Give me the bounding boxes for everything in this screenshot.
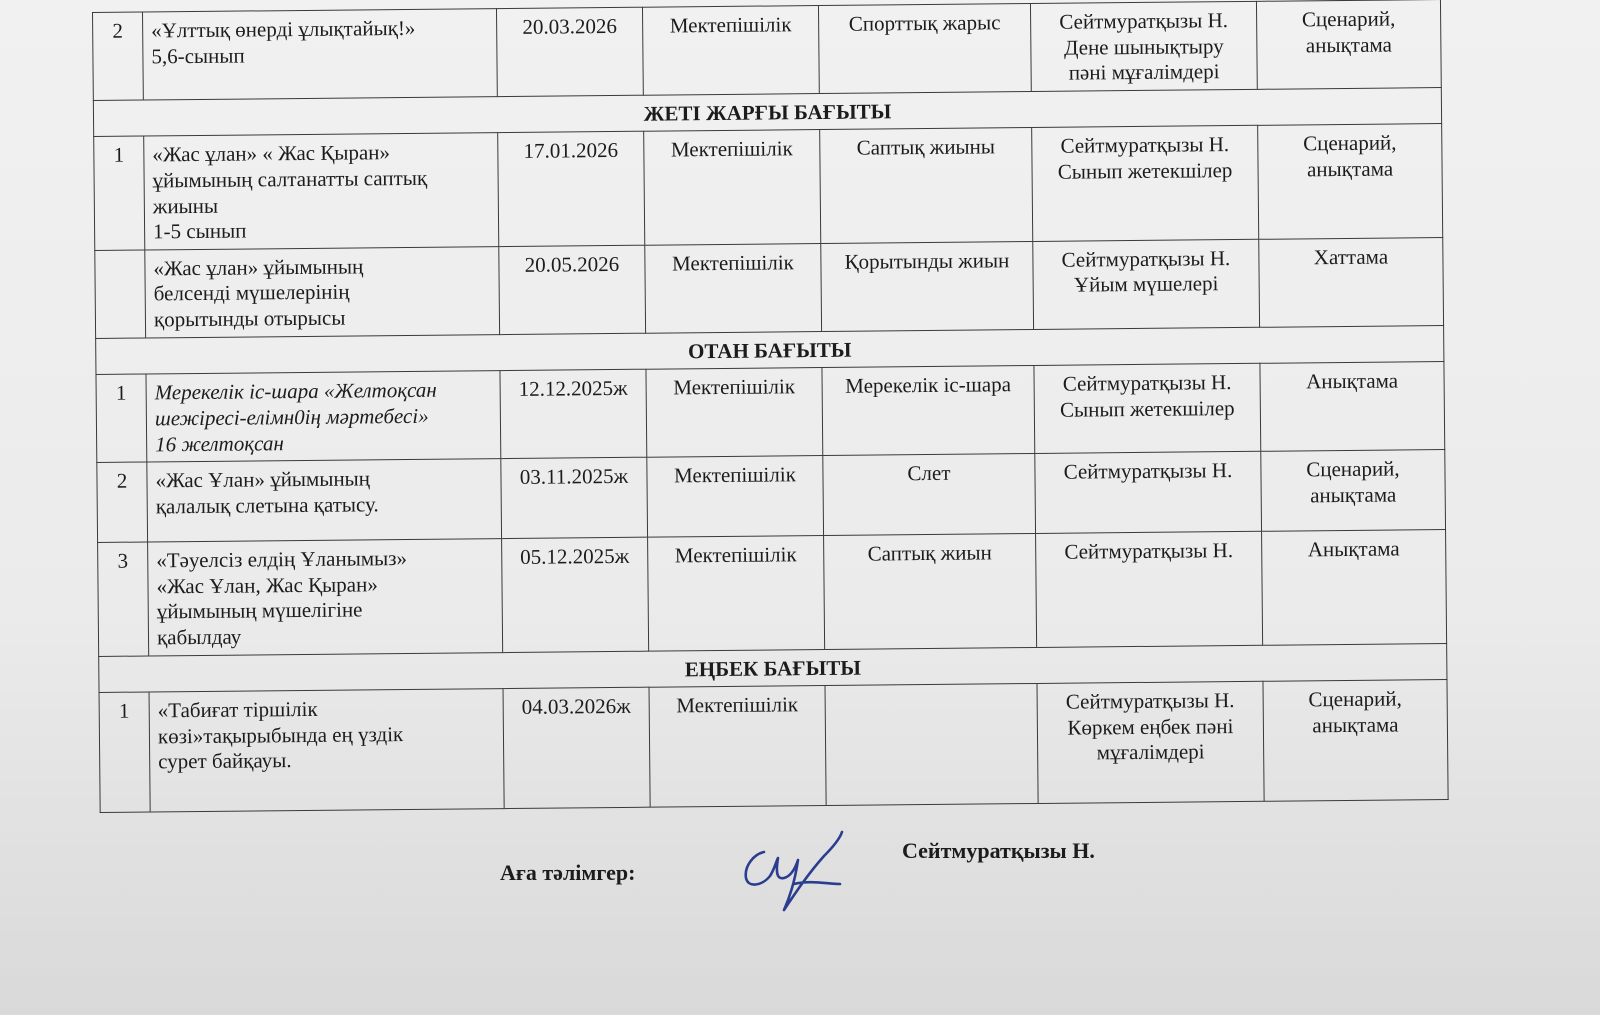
signature-icon (736, 822, 856, 922)
event-name-line: сурет байқауы. (158, 748, 292, 774)
responsible-line: мұғалімдері (1096, 739, 1205, 765)
responsible-line: пәні мұғалімдері (1068, 59, 1220, 85)
responsible-cell (1037, 681, 1264, 803)
responsible-line: Ұйым мүшелері (1073, 271, 1219, 298)
event-name-line: жиыны (152, 193, 219, 219)
row-number: 2 (93, 12, 144, 100)
table-row (99, 680, 1448, 813)
result-line: Хаттама (1313, 244, 1389, 270)
responsible-line: Сейтмуратқызы Н. (1061, 245, 1231, 272)
responsible-cell (1033, 239, 1260, 329)
event-name-line: 5,6-сынып (151, 43, 245, 69)
event-name-line: қалалық слетына қатысу. (155, 492, 379, 519)
result-cell (1262, 530, 1447, 645)
event-level: Мектепішілік (646, 368, 823, 458)
result-line: анықтама (1305, 32, 1393, 57)
table-row (97, 450, 1446, 543)
responsible-line: Көркем еңбек пәні (1067, 713, 1234, 740)
event-name-cell (148, 539, 503, 656)
mentor-label: Аға тәлімгер: (500, 860, 636, 885)
event-name-line: қабылдау (156, 624, 242, 650)
event-date: 12.12.2025ж (500, 370, 647, 459)
row-number: 1 (99, 692, 150, 812)
result-cell (1256, 0, 1441, 89)
row-number: 2 (97, 462, 148, 542)
event-level: Мектепішілік (642, 6, 819, 96)
event-name-line: Мерекелік іс-шара «Желтоқсан (154, 378, 437, 405)
result-cell (1261, 450, 1446, 532)
event-name-line: «Табиғат тіршілік (157, 697, 318, 723)
result-line: Анықтама (1307, 536, 1400, 562)
event-date: 20.03.2026 (496, 7, 643, 96)
table-row (93, 0, 1442, 100)
responsible-line: Сейтмуратқызы Н. (1065, 688, 1235, 714)
row-number (95, 250, 146, 338)
event-date: 03.11.2025ж (501, 457, 648, 538)
result-line: анықтама (1310, 482, 1397, 508)
event-name-line: «Жас Ұлан, Жас Қыран» (156, 572, 378, 599)
event-level: Мектепішілік (644, 130, 821, 245)
responsible-cell (1030, 1, 1257, 91)
event-form: Слет (823, 454, 1036, 536)
event-name-line: қорытынды отырысы (153, 305, 346, 332)
event-name-line: көзі»тақырыбында ең үздік (157, 721, 404, 749)
event-date: 04.03.2026ж (503, 687, 650, 808)
event-name-line: 1-5 сынып (152, 218, 247, 244)
event-name-line: 16 желтоқсан (155, 430, 284, 456)
event-form: Саптық жиын (824, 534, 1037, 649)
result-cell (1263, 680, 1448, 802)
responsible-line: Сейтмуратқызы Н. (1060, 132, 1230, 159)
event-name-cell (149, 689, 504, 812)
responsible-line: Сейтмуратқызы Н. (1064, 538, 1234, 564)
responsible-cell (1034, 364, 1261, 454)
result-cell (1260, 362, 1445, 452)
section-title: ЕҢБЕК БАҒЫТЫ (99, 643, 1447, 693)
responsible-cell (1036, 531, 1263, 647)
event-name-cell (144, 133, 499, 250)
event-name-cell (146, 371, 501, 462)
event-name-cell (143, 9, 498, 100)
row-number: 1 (94, 136, 145, 250)
event-date: 20.05.2026 (499, 245, 646, 334)
row-number: 1 (96, 374, 147, 462)
event-form: Мерекелік іс-шара (822, 366, 1035, 456)
responsible-line: Сейтмуратқызы Н. (1062, 370, 1232, 397)
result-line: Сценарий, (1303, 130, 1397, 156)
responsible-line: Сынып жетекшілер (1059, 395, 1235, 422)
event-name-line: «Жас ұлан» « Жас Қыран» (152, 140, 391, 167)
section-title: ЖЕТІ ЖАРҒЫ БАҒЫТЫ (93, 87, 1441, 137)
event-name-cell (145, 246, 500, 337)
result-line: Анықтама (1306, 368, 1399, 394)
table-row (96, 362, 1445, 463)
table-row (95, 237, 1444, 338)
event-level: Мектепішілік (649, 686, 826, 808)
event-level: Мектепішілік (648, 536, 825, 651)
result-line: Сценарий, (1306, 456, 1400, 482)
events-plan-table (92, 0, 1449, 813)
section-title: ОТАН БАҒЫТЫ (96, 325, 1444, 375)
result-line: анықтама (1312, 712, 1399, 738)
event-form: Саптық жиыны (820, 128, 1033, 243)
event-name-line: ұйымының мүшелігіне (156, 597, 363, 624)
table-row (98, 530, 1447, 656)
document-page (92, 0, 1448, 813)
responsible-cell (1035, 451, 1262, 533)
event-name-line: «Ұлттық өнерді ұлықтайық!» (151, 15, 416, 43)
result-cell (1258, 124, 1443, 239)
event-name-line: «Тәуелсіз елдің Ұланымыз» (156, 546, 408, 573)
event-name-line: «Жас ұлан» ұйымының (153, 254, 364, 281)
result-cell (1259, 237, 1444, 327)
result-line: анықтама (1306, 156, 1394, 182)
responsible-cell (1032, 126, 1259, 242)
event-name-cell (147, 459, 502, 542)
row-number: 3 (98, 542, 149, 656)
event-name-line: белсенді мүшелерінің (153, 280, 350, 306)
mentor-name: Сейтмуратқызы Н. (902, 838, 1095, 863)
responsible-line: Дене шынықтыру (1063, 33, 1224, 60)
event-name-line: шежіресі-елімн0ің мәртебесі» (154, 403, 429, 431)
responsible-line: Сейтмуратқызы Н. (1063, 458, 1233, 484)
table-body (93, 0, 1449, 813)
event-form: Спорттық жарыс (818, 3, 1031, 93)
event-date: 05.12.2025ж (502, 537, 649, 652)
event-level: Мектепішілік (647, 456, 824, 538)
event-form (825, 684, 1038, 806)
event-name-line: ұйымының салтанатты саптық (152, 165, 428, 193)
responsible-line: Сейтмуратқызы Н. (1059, 8, 1229, 34)
event-form: Қорытынды жиын (821, 241, 1034, 331)
event-name-line: «Жас Ұлан» ұйымының (155, 466, 371, 493)
table-row (94, 124, 1443, 250)
result-line: Сценарий, (1308, 686, 1402, 712)
event-date: 17.01.2026 (498, 132, 645, 247)
signature-block (500, 838, 1200, 918)
responsible-line: Сынып жетекшілер (1057, 158, 1233, 184)
result-line: Сценарий, (1301, 6, 1396, 32)
event-level: Мектепішілік (645, 243, 822, 333)
